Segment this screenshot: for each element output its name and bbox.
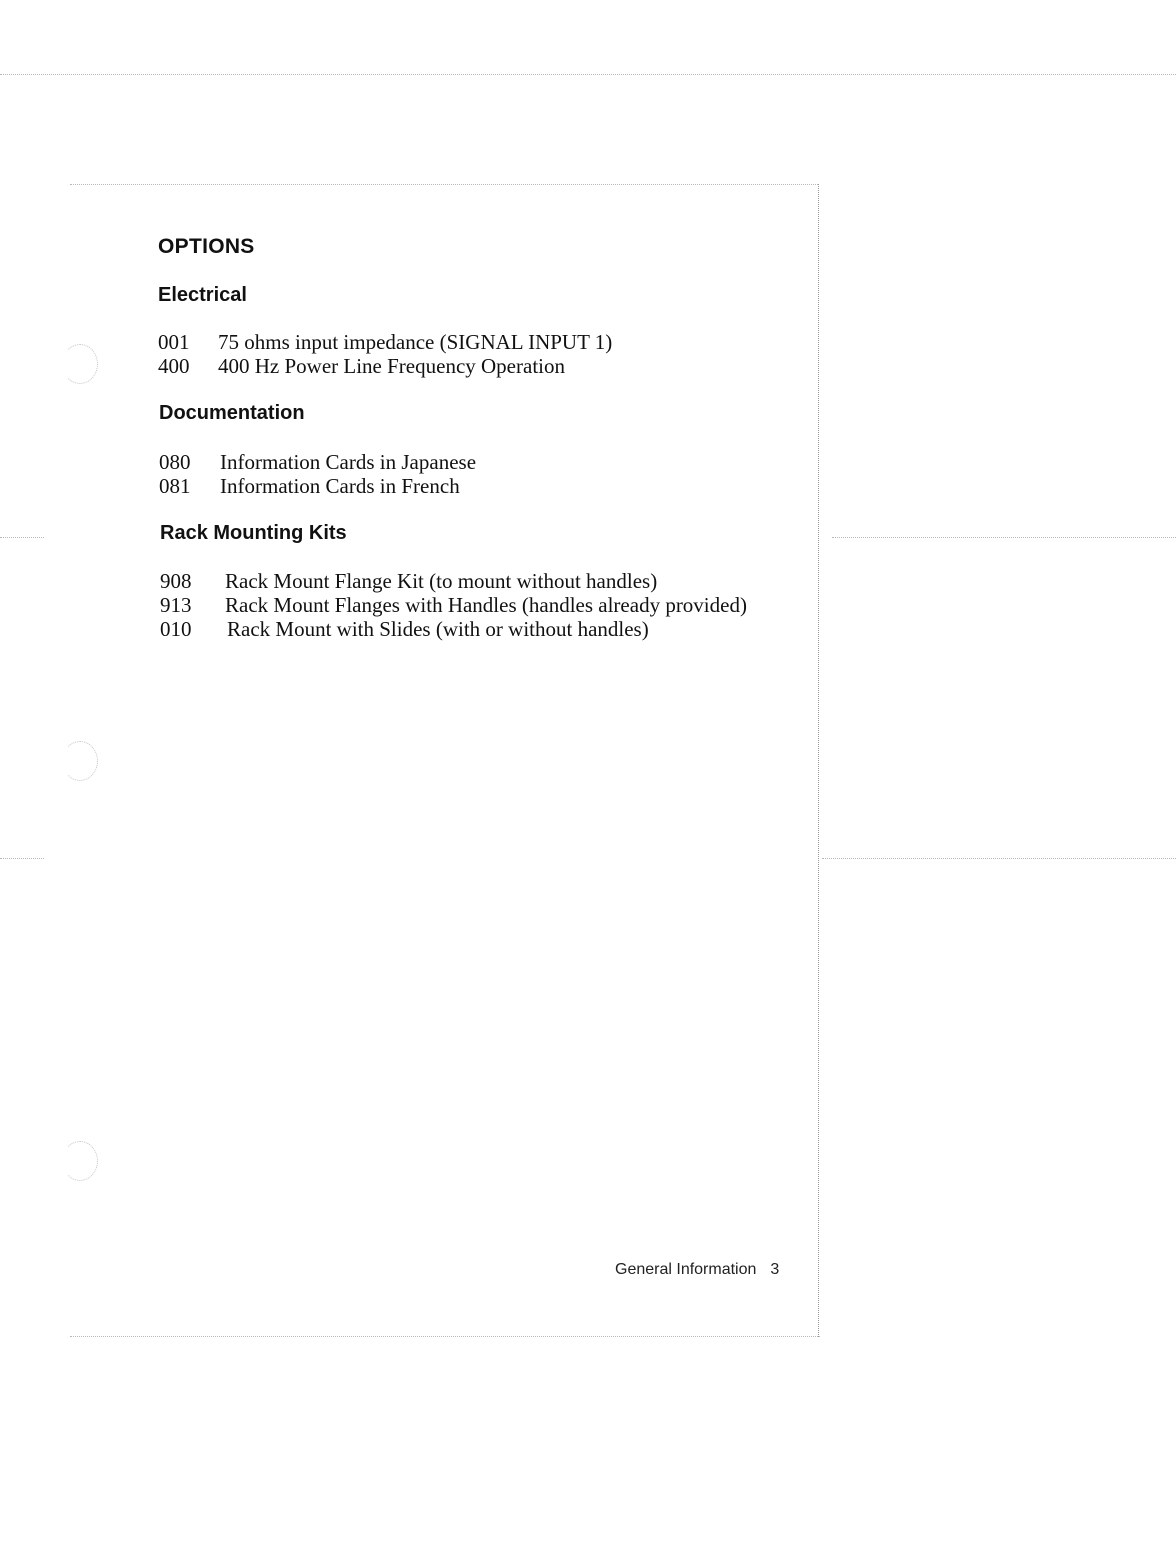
option-item [158,330,758,354]
scan-artifact-left-low [0,858,44,859]
option-item [158,354,758,378]
section-title-documentation: Documentation [159,402,305,424]
scan-artifact-left-mid [0,537,44,538]
page-border-right [818,184,819,1337]
binder-hole-1 [62,344,98,384]
option-code: 908 [160,569,192,593]
rack-mounting-options-list [160,569,760,641]
option-code: 400 [158,354,190,378]
footer-label: General Information [615,1261,757,1278]
option-description: Rack Mount with Slides (with or without handles) [227,617,649,641]
option-item [159,474,759,498]
option-item [159,450,759,474]
option-description: 75 ohms input impedance (SIGNAL INPUT 1) [218,330,613,354]
documentation-options-list [159,450,759,498]
page-border-top [70,184,818,185]
option-code: 913 [160,593,192,617]
option-code: 081 [159,474,191,498]
option-code: 001 [158,330,190,354]
section-title-rack-mounting-kits: Rack Mounting Kits [160,522,347,544]
scan-artifact-right-low [822,858,1176,859]
option-code: 080 [159,450,191,474]
scan-edge-top [0,74,1176,75]
option-code: 010 [160,617,192,641]
option-item [160,617,760,641]
binder-hole-2 [62,741,98,781]
option-description: 400 Hz Power Line Frequency Operation [218,354,565,378]
options-heading: OPTIONS [158,235,255,258]
page-number: 3 [770,1261,780,1278]
option-item [160,593,760,617]
scan-artifact-right-mid [832,537,1176,538]
option-description: Information Cards in Japanese [220,450,477,474]
option-description: Information Cards in French [220,474,460,498]
option-description: Rack Mount Flange Kit (to mount without handles) [225,569,658,593]
page-footer [615,1261,779,1279]
option-description: Rack Mount Flanges with Handles (handles already provided) [225,593,747,617]
page-border-bottom [70,1336,820,1337]
binder-hole-3 [62,1141,98,1181]
section-title-electrical: Electrical [158,284,247,306]
electrical-options-list [158,330,758,378]
option-item [160,569,760,593]
